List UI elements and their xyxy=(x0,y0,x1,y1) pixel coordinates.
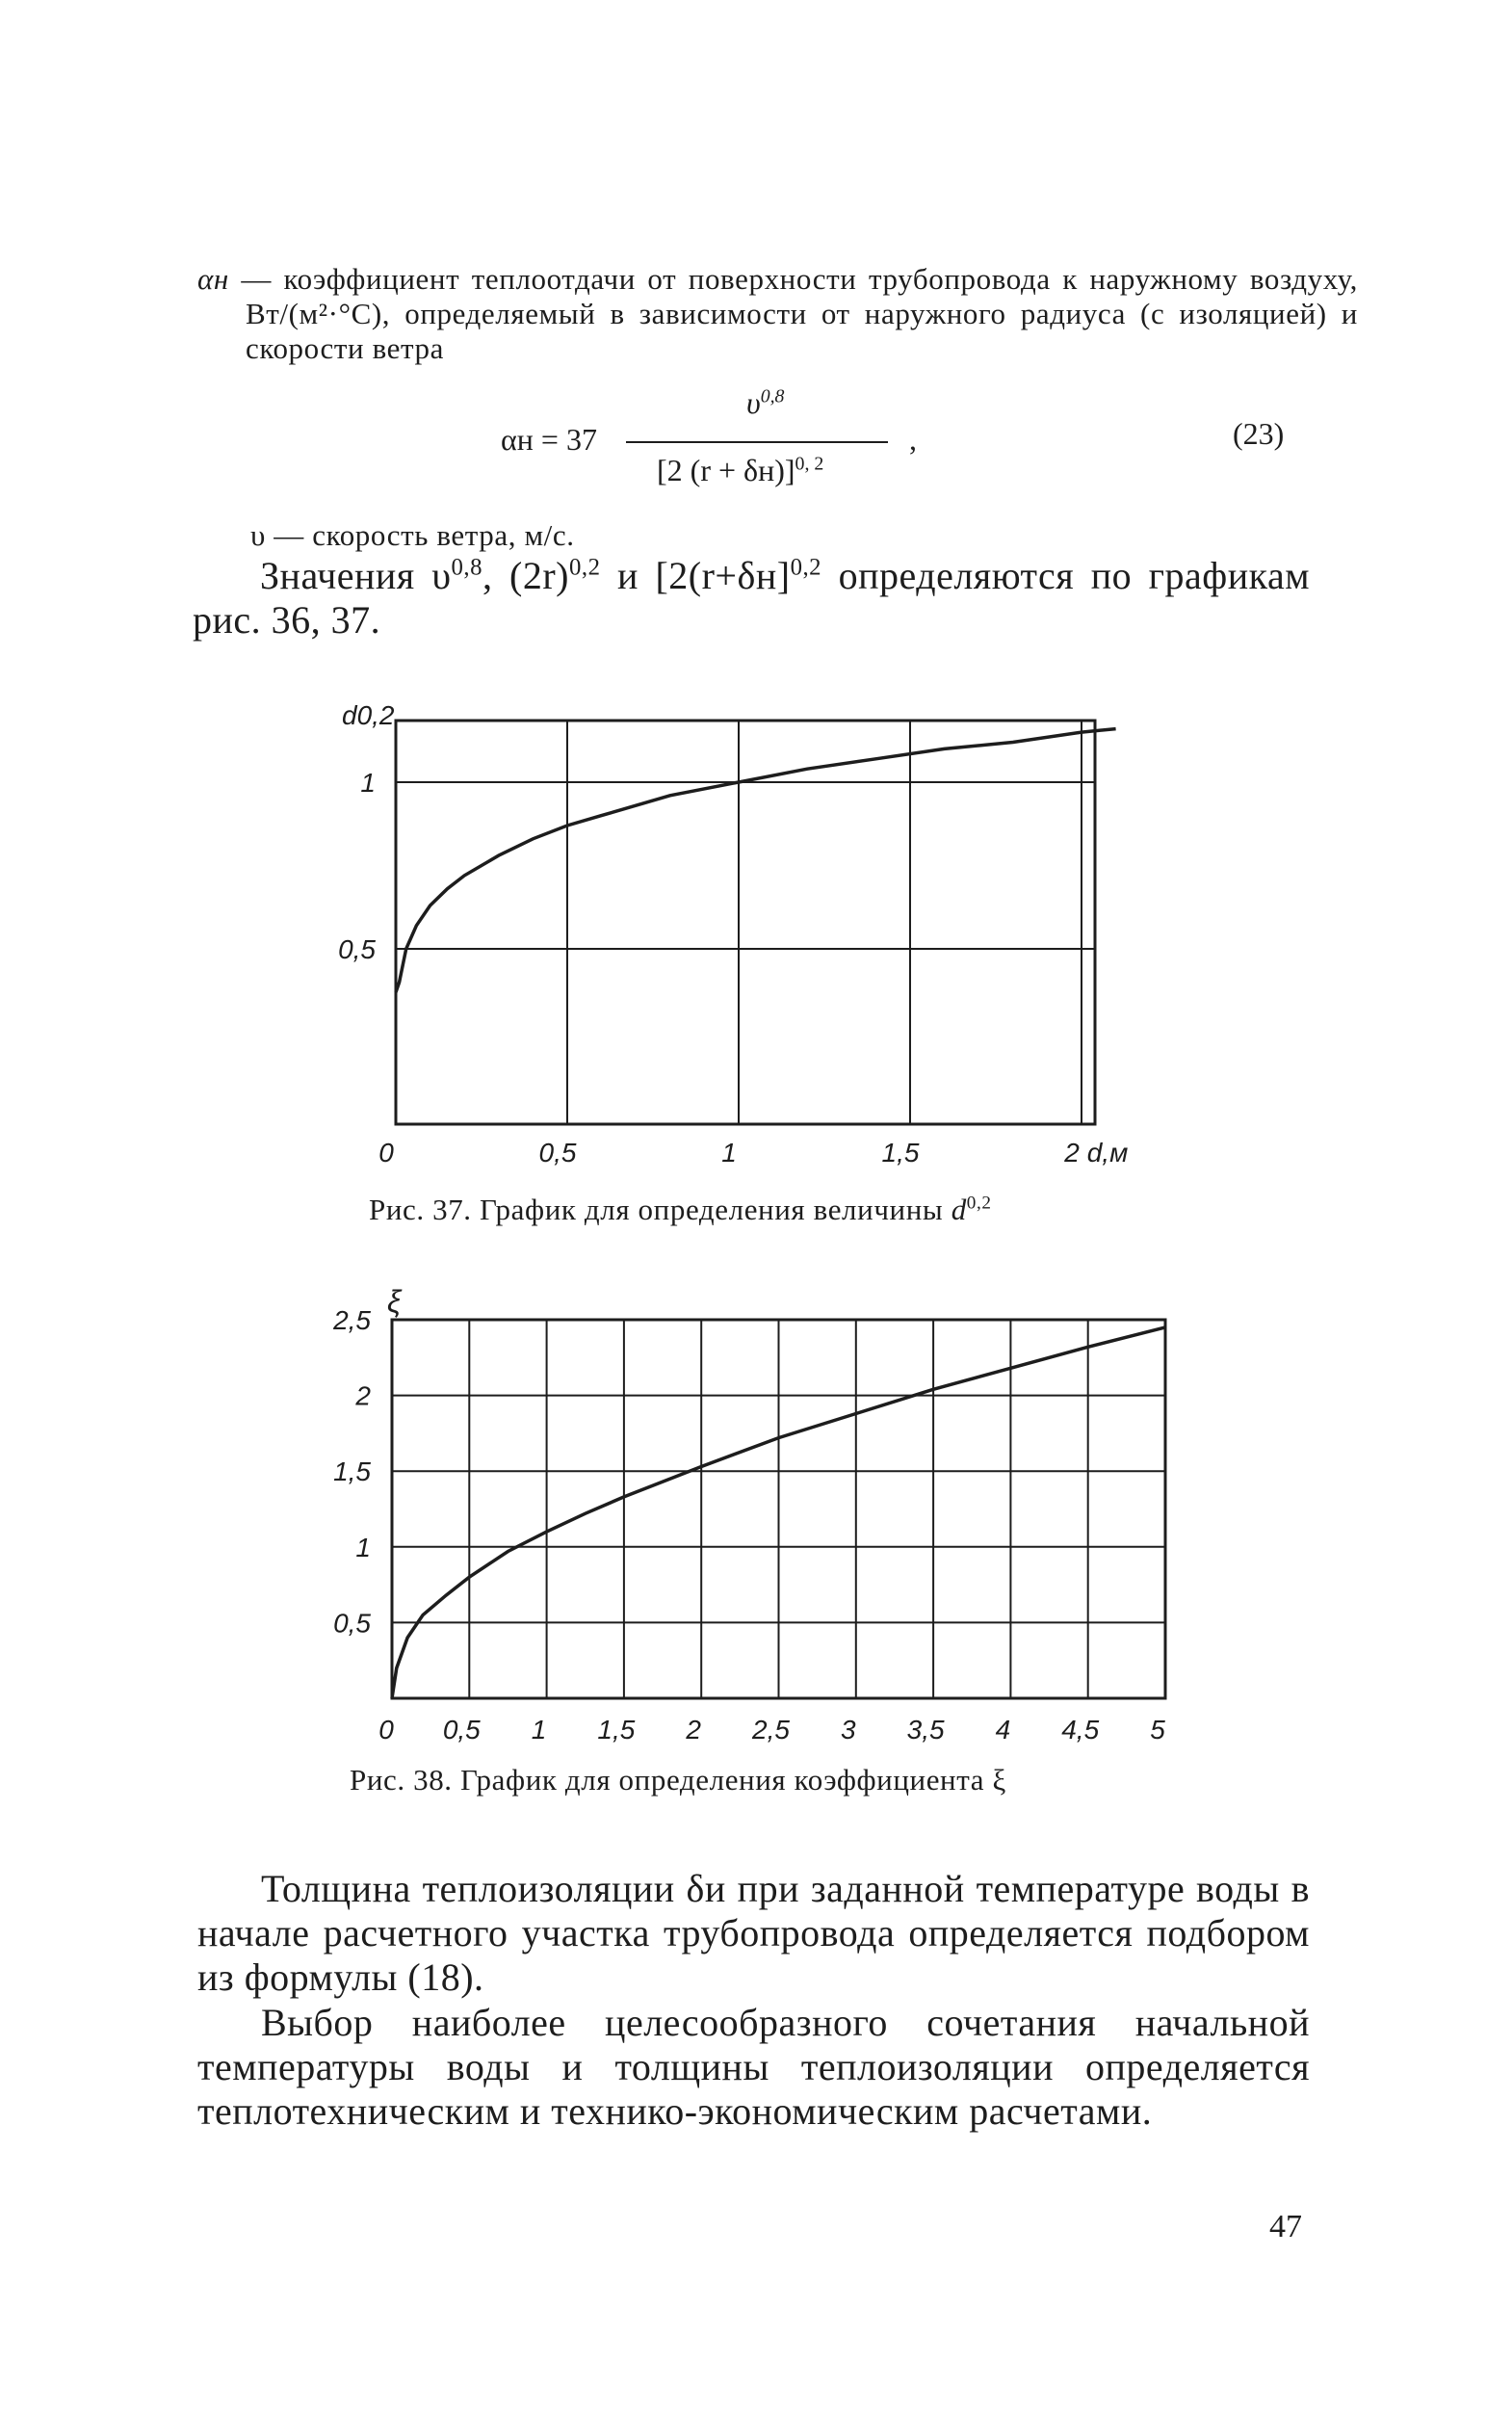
y-tick-label: 1 xyxy=(355,1532,371,1562)
x-tick-label: 3 xyxy=(841,1715,856,1745)
formula-numerator: $\upsilon^{0,8}$ xyxy=(746,385,785,420)
x-tick-label: 1 xyxy=(531,1715,547,1745)
y-tick-label: 1,5 xyxy=(333,1456,371,1487)
figure-38-chart xyxy=(332,1284,1165,1745)
formula-lhs: αн = 37 xyxy=(501,422,597,457)
y-axis-label: d0,2 xyxy=(342,700,395,730)
figure-37-chart xyxy=(338,700,1128,1168)
x-tick-label: 2,5 xyxy=(752,1715,790,1745)
y-tick-label: 1 xyxy=(360,768,376,798)
page-number: 47 xyxy=(1269,2209,1302,2244)
y-axis-label: ξ xyxy=(387,1284,402,1319)
v-definition: υ — скорость ветра, м/с. xyxy=(250,518,575,552)
x-tick-label: 0 xyxy=(378,1715,394,1745)
figure-38-caption: Рис. 38. График для определения коэффициента ξ xyxy=(350,1763,1006,1797)
data-line xyxy=(396,729,1116,992)
x-tick-label: 2 xyxy=(1064,1138,1080,1168)
x-tick-label: 4,5 xyxy=(1061,1715,1100,1745)
formula-denominator: [2 (r + δн)]$^{0, 2}$ xyxy=(657,453,824,487)
alpha-text: — коэффициент теплоотдачи от поверхности трубопровода к наружному воздуху, Вт/(м²·°С), определяемый в зависимости от наружного радиуса (с изоляцией) и скорости ветра xyxy=(241,262,1358,365)
x-tick-label: 1,5 xyxy=(597,1715,636,1745)
paragraph-thickness: Толщина теплоизоляции δи при заданной температуре воды в начале расчетного участка трубопровода определяется подбором из формулы (18). xyxy=(197,1867,1310,1999)
formula-comma: , xyxy=(909,422,917,457)
x-tick-label: 2 xyxy=(686,1715,701,1745)
y-tick-label: 2,5 xyxy=(333,1305,371,1335)
paragraph-choice: Выбор наиболее целесообразного сочетания начальной температуры воды и толщины теплоизоляции определяется теплотехническим и технико-экономическим расчетами. xyxy=(197,2001,1310,2133)
x-tick-label: 4 xyxy=(995,1715,1011,1745)
y-tick-label: 0,5 xyxy=(333,1608,371,1639)
x-tick-label: 0,5 xyxy=(442,1715,481,1745)
figure-37-caption: Рис. 37. График для определения величины $d^{0,2}$ xyxy=(369,1193,992,1226)
x-tick-label: 1 xyxy=(721,1138,737,1168)
x-axis-label: d,м xyxy=(1086,1138,1129,1168)
paragraph-values: Значения $\upsilon^{0,8}$, $(2r)^{0,2}$ и [$2(r+\delta н]^{0,2}$ определяются по графикам рис. 36, 37. xyxy=(193,554,1311,642)
y-tick-label: 0,5 xyxy=(338,934,376,964)
x-tick-label: 0 xyxy=(378,1138,394,1168)
x-tick-label: 0,5 xyxy=(538,1138,577,1168)
alpha-symbol: αн xyxy=(197,262,229,296)
y-tick-label: 2 xyxy=(355,1380,371,1411)
x-tick-label: 5 xyxy=(1150,1715,1165,1745)
x-tick-label: 1,5 xyxy=(881,1138,920,1168)
formula-number: (23) xyxy=(1233,416,1285,451)
x-tick-label: 3,5 xyxy=(906,1715,945,1745)
